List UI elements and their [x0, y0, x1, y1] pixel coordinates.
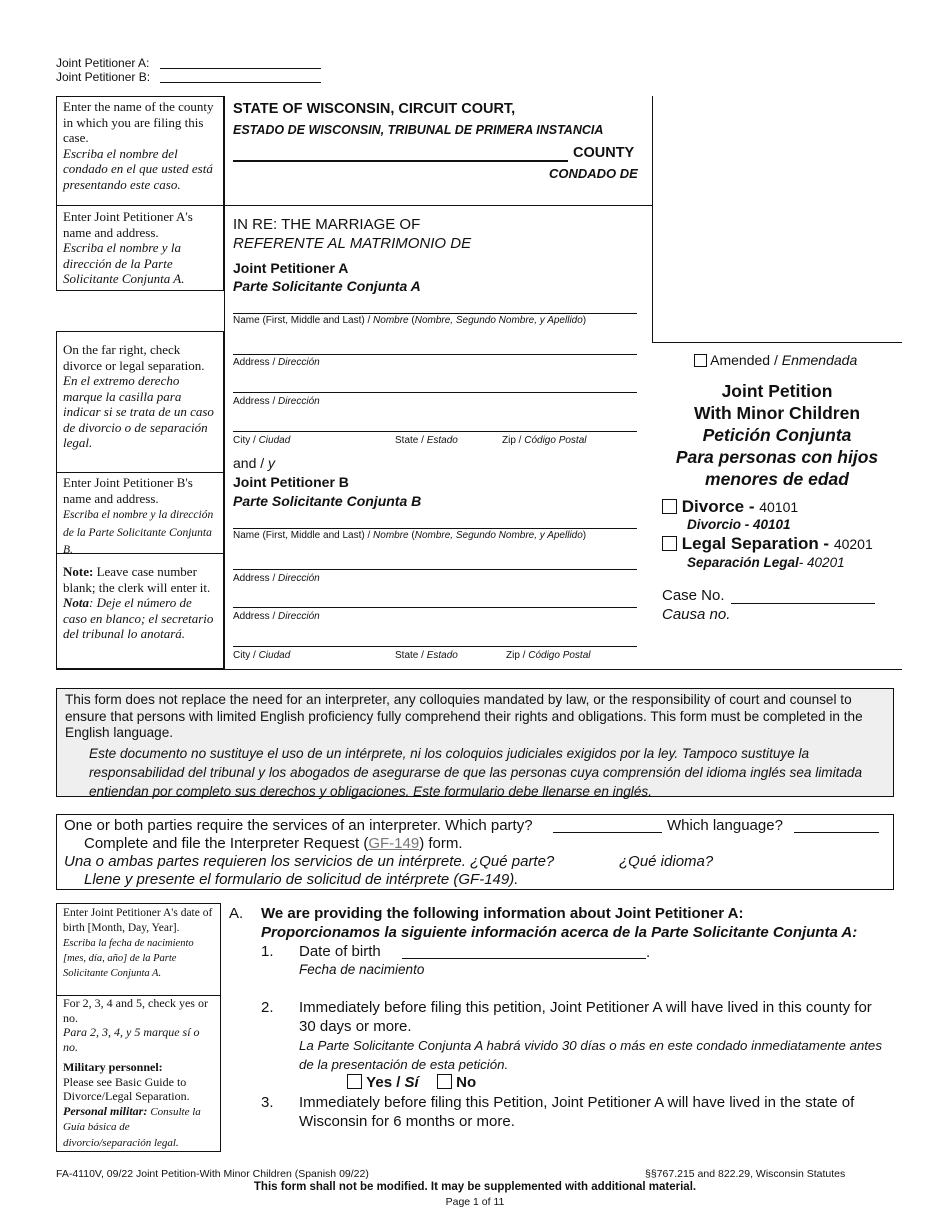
- item2-en: Immediately before filing this petition, Joint Petitioner A will have lived in this county for 30 days or more.: [299, 999, 872, 1035]
- interpreter-line2-es: Llene y presente el formulario de solicitud de intérprete (GF-149).: [84, 871, 519, 888]
- item3-en: Immediately before filing this Petition, Joint Petitioner A will have lived in the state of Wisconsin for 6 months or more.: [299, 1094, 855, 1130]
- sidebar-box-yesno: [56, 995, 221, 1152]
- interpreter-language-field[interactable]: [794, 832, 879, 833]
- interpreter-which-language-es: ¿Qué idioma?: [619, 853, 714, 870]
- sidebar-box-check: [56, 331, 224, 473]
- petitioner-a-heading-en: Joint Petitioner A: [233, 260, 349, 276]
- petitioner-b-address-field-1[interactable]: [233, 569, 637, 570]
- petitioner-b-name-field[interactable]: [233, 528, 637, 529]
- sidebar-note-en: Leave case number blank; the clerk will enter it.: [63, 564, 211, 595]
- petitioner-a-city-label: City / Ciudad: [233, 435, 291, 446]
- sidebar-box-dob: [56, 903, 221, 996]
- sidebar-box-petitioner-b: [56, 472, 224, 554]
- petitioner-b-heading-es: Parte Solicitante Conjunta B: [233, 493, 422, 509]
- petitioner-b-address-label-2: Address / Dirección: [233, 611, 320, 622]
- notice-es: Este documento no sustituye el uso de un intérprete, ni los coloquios judiciales exigidos por la ley. Tampoco sustituye la responsabilidad del tribunal y los abogados de asegurarse de que las personas cuya comprensión del idioma inglés sea limitada entiendan por completo sus derechos y obligaciones. Este formulario debe llenarse en inglés.: [89, 745, 863, 799]
- doc-block-divider: [652, 342, 902, 343]
- gf-149-link[interactable]: GF-149: [368, 835, 420, 852]
- petitioner-a-heading-es: Parte Solicitante Conjunta A: [233, 278, 421, 294]
- footer-notice: This form shall not be modified. It may be supplemented with additional material.: [253, 1181, 697, 1193]
- title-es-3: menores de edad: [705, 469, 849, 489]
- petitioner-a-name-label: Name (First, Middle and Last) / Nombre (Nombre, Segundo Nombre, y Apellido): [233, 315, 587, 326]
- case-no-label: Case No.: [662, 587, 725, 604]
- sidebar-pet-a-es: Escriba el nombre y la dirección de la Parte Solicitante Conjunta A.: [63, 240, 185, 286]
- notice-en: This form does not replace the need for an interpreter, any colloquies mandated by law, or the responsibility of court and counsel to ensure that persons with limited English proficiency fully comprehend their rights and obligations. This form must be completed in the English language.: [65, 692, 863, 740]
- sidebar-military-label: Military personnel:: [63, 1060, 163, 1074]
- amended-checkbox[interactable]: [694, 354, 707, 367]
- petitioner-b-label: Joint Petitioner B:: [56, 70, 151, 84]
- legal-separation-option[interactable]: Legal Separation - 40201: [662, 534, 873, 554]
- interpreter-line1-en: One or both parties require the services of an interpreter. Which party?: [64, 817, 533, 834]
- petitioner-b-address-field-2[interactable]: [233, 607, 637, 608]
- petitioner-a-zip-label: Zip / Código Postal: [502, 435, 587, 446]
- court-title-en: STATE OF WISCONSIN, CIRCUIT COURT,: [233, 101, 516, 117]
- petitioner-a-header-field[interactable]: [160, 68, 321, 69]
- county-name-field[interactable]: [233, 160, 568, 162]
- petitioner-a-name-field[interactable]: [233, 313, 637, 314]
- sidebar-yesno-en: For 2, 3, 4 and 5, check yes or no.: [63, 996, 208, 1025]
- petitioner-b-header-field[interactable]: [160, 82, 321, 83]
- sidebar-military-es-label: Personal militar:: [63, 1103, 148, 1118]
- sidebar-military-es: Consulte la Guía básica de divorcio/separación legal.: [63, 1105, 201, 1149]
- interpreter-line2-en: Complete and file the Interpreter Request (GF-149) form.: [84, 835, 463, 852]
- caption-left-rule: [224, 96, 225, 669]
- sidebar-military-en: Please see Basic Guide to Divorce/Legal Separation.: [63, 1074, 190, 1103]
- sidebar-dob-es: Escriba la fecha de nacimiento [mes, día, año] de la Parte Solicitante Conjunta A.: [63, 938, 194, 979]
- petitioner-a-address-field-1[interactable]: [233, 354, 637, 355]
- item2-es: La Parte Solicitante Conjunta A habrá vivido 30 días o más en este condado inmediatamente antes de la presentación de esta petición.: [299, 1038, 882, 1072]
- sidebar-box-petitioner-a: [56, 205, 224, 291]
- item2-num: 2.: [261, 999, 274, 1016]
- county-label-es: CONDADO DE: [549, 166, 638, 181]
- case-no-field[interactable]: [731, 603, 875, 604]
- document-title: [652, 380, 902, 490]
- divorce-checkbox[interactable]: [662, 499, 677, 514]
- title-en-1: Joint Petition: [721, 381, 833, 401]
- caption-bottom-rule: [56, 669, 902, 670]
- sidebar-check-en: On the far right, check divorce or legal separation.: [63, 342, 205, 373]
- court-block-divider: [224, 205, 652, 206]
- sidebar-yesno-es: Para 2, 3, 4, y 5 marque sí o no.: [63, 1025, 200, 1054]
- footer-page: Page 1 of 11: [445, 1196, 505, 1208]
- case-no-es: Causa no.: [662, 606, 731, 623]
- petitioner-b-city-label: City / Ciudad: [233, 650, 291, 661]
- header-petitioner-labels: [56, 56, 150, 84]
- sidebar-pet-b-es: Escriba el nombre y la dirección de la Parte Solicitante Conjunta B.: [63, 509, 214, 556]
- caption-right-rule: [652, 96, 653, 342]
- item2-yes-checkbox[interactable]: [347, 1074, 362, 1089]
- language-notice-box: [56, 688, 894, 797]
- dob-field[interactable]: [402, 958, 646, 959]
- dob-period: .: [646, 944, 651, 961]
- petitioner-a-address-label-1: Address / Dirección: [233, 357, 320, 368]
- interpreter-party-field[interactable]: [553, 832, 662, 833]
- petitioner-b-state-label: State / Estado: [395, 650, 458, 661]
- sidebar-box-county: [56, 96, 224, 206]
- legal-separation-es: Separación Legal- 40201: [687, 555, 845, 570]
- footer-form-id: FA-4110V, 09/22 Joint Petition-With Minor Children (Spanish 09/22): [56, 1168, 369, 1180]
- petitioner-b-city-state-zip-field[interactable]: [233, 646, 637, 647]
- interpreter-which-language: Which language?: [667, 817, 783, 834]
- item1-es: Fecha de nacimiento: [299, 962, 425, 977]
- county-label-en: COUNTY: [573, 145, 635, 161]
- section-a-letter: A.: [229, 905, 244, 922]
- sidebar-check-es: En el extremo derecho marque la casilla para indicar si se trata de un caso de divorcio o de separación legal.: [63, 373, 214, 450]
- petitioner-a-city-state-zip-field[interactable]: [233, 431, 637, 432]
- sidebar-box-note: [56, 553, 224, 669]
- sidebar-note-es: : Deje el número de caso en blanco; el secretario del tribunal lo anotará.: [63, 595, 214, 641]
- item2-yes-option[interactable]: Yes / Sí: [347, 1074, 419, 1091]
- sidebar-pet-a-en: Enter Joint Petitioner A's name and address.: [63, 209, 193, 240]
- petitioner-b-name-label: Name (First, Middle and Last) / Nombre (Nombre, Segundo Nombre, y Apellido): [233, 530, 587, 541]
- footer-statutes: §§767.215 and 822.29, Wisconsin Statutes: [645, 1168, 846, 1180]
- item2-no-checkbox[interactable]: [437, 1074, 452, 1089]
- petitioner-b-heading-en: Joint Petitioner B: [233, 474, 349, 490]
- legal-separation-checkbox[interactable]: [662, 536, 677, 551]
- sidebar-pet-b-en: Enter Joint Petitioner B's name and address.: [63, 475, 193, 506]
- sidebar-note-es-label: Nota: [63, 595, 89, 610]
- section-a-heading-en: We are providing the following information about Joint Petitioner A:: [261, 905, 744, 922]
- item1-num: 1.: [261, 943, 274, 960]
- petitioner-b-address-label-1: Address / Dirección: [233, 573, 320, 584]
- petitioner-a-label: Joint Petitioner A:: [56, 56, 150, 70]
- item3-num: 3.: [261, 1094, 274, 1111]
- title-es-2: Para personas con hijos: [675, 447, 879, 467]
- petitioner-a-address-field-2[interactable]: [233, 392, 637, 393]
- petitioner-b-zip-label: Zip / Código Postal: [506, 650, 591, 661]
- sidebar-county-en: Enter the name of the county in which you are filing this case.: [63, 99, 214, 145]
- sidebar-dob-en: Enter Joint Petitioner A's date of birth [Month, Day, Year].: [63, 907, 213, 934]
- item2-no-option[interactable]: No: [437, 1074, 476, 1091]
- amended-option[interactable]: Amended / Enmendada: [694, 352, 857, 368]
- item1-label: Date of birth: [299, 943, 381, 960]
- court-title-es: ESTADO DE WISCONSIN, TRIBUNAL DE PRIMERA INSTANCIA: [233, 123, 604, 137]
- divorce-es: Divorcio - 40101: [687, 517, 791, 532]
- petitioner-a-state-label: State / Estado: [395, 435, 458, 446]
- title-es-1: Petición Conjunta: [702, 425, 852, 445]
- and-label: and / y: [233, 455, 276, 471]
- divorce-option[interactable]: Divorce - 40101: [662, 497, 798, 517]
- in-re-en: IN RE: THE MARRIAGE OF: [233, 216, 421, 233]
- petitioner-a-address-label-2: Address / Dirección: [233, 396, 320, 407]
- sidebar-note-label: Note:: [63, 564, 94, 579]
- sidebar-county-es: Escriba el nombre del condado en el que usted está presentando este caso.: [63, 145, 213, 192]
- title-en-2: With Minor Children: [693, 403, 861, 423]
- in-re-es: REFERENTE AL MATRIMONIO DE: [233, 235, 472, 252]
- interpreter-line1-es: Una o ambas partes requieren los servicios de un intérprete. ¿Qué parte?: [64, 853, 555, 870]
- section-a-heading-es: Proporcionamos la siguiente información acerca de la Parte Solicitante Conjunta A:: [261, 924, 858, 941]
